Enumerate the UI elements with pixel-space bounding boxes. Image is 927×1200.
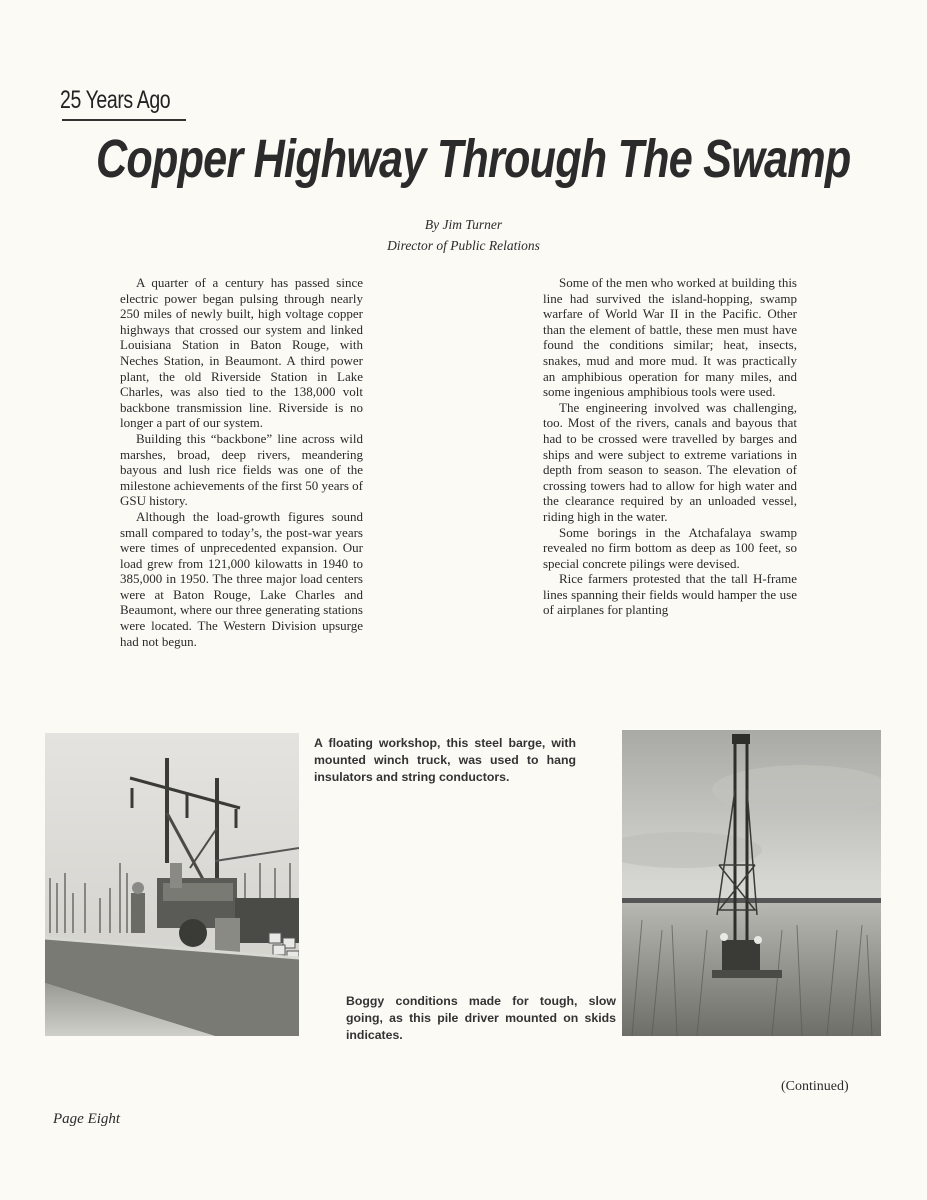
pile-driver-photo bbox=[622, 730, 881, 1036]
paragraph: A quarter of a century has passed since electric power began pulsing through nearly 250 miles of newly built, high voltage copper highways that crossed our system and linked Louisiana Station in Baton Rouge, with Neches Station, in Beaumont. A third power plant, the old Riverside Station in Lake Charles, was also tied to the 138,000 volt backbone transmission line. Riverside is no longer a part of our system. bbox=[120, 275, 363, 431]
kicker-underline bbox=[62, 119, 186, 121]
paragraph: Some borings in the Atchafalaya swamp revealed no firm bottom as deep as 100 feet, so special concrete pilings were devised. bbox=[543, 524, 797, 571]
continued-note: (Continued) bbox=[781, 1079, 849, 1094]
paragraph: Rice farmers protested that the tall H-frame lines spanning their fields would hamper the use of airplanes for planting bbox=[543, 571, 797, 618]
pile-driver-photo-illustration bbox=[622, 730, 881, 1036]
paragraph: The engineering involved was challenging, too. Most of the rivers, canals and bayous that had to be crossed were travelled by barges and ships and were subject to extreme variations in depth from season to season. The elevation of crossing towers had to allow for high water and the clearance required by an unloaded vessel, riding high in the water. bbox=[543, 399, 797, 524]
article-headline: Copper Highway Through The Swamp bbox=[96, 129, 851, 189]
paragraph: Although the load-growth figures sound small compared to today’s, the post-war years were times of unprecedented expansion. Our load grew from 121,000 kilowatts in 1940 to 385,000 in 1950. The three major load centers were at Baton Rouge, Lake Charles and Beaumont, where our three generating stations were located. The Western Division upsurge had not begun. bbox=[120, 508, 363, 649]
pile-driver-photo-caption: Boggy conditions made for tough, slow going, as this pile driver mounted on skids indicates. bbox=[346, 994, 616, 1042]
section-kicker: 25 Years Ago bbox=[60, 86, 171, 114]
barge-photo-illustration bbox=[45, 733, 299, 1036]
barge-photo bbox=[45, 733, 299, 1036]
article-column-right bbox=[543, 275, 797, 618]
barge-photo-caption: A floating workshop, this steel barge, with mounted winch truck, was used to hang insulators and string conductors. bbox=[314, 736, 576, 784]
paragraph: Building this “backbone” line across wild marshes, broad, deep rivers, meandering bayous and lush rice fields was one of the milestone achievements of the first 50 years of GSU history. bbox=[120, 430, 363, 509]
byline-author: By Jim Turner bbox=[424, 217, 503, 232]
byline-title: Director of Public Relations bbox=[387, 238, 540, 253]
byline-block bbox=[0, 214, 927, 256]
article-column-left bbox=[120, 275, 363, 649]
page-number: Page Eight bbox=[53, 1111, 121, 1127]
paragraph: Some of the men who worked at building this line had survived the island-hopping, swamp warfare of World War II in the Pacific. Other than the element of battle, these men must have found the conditions similar; heat, insects, snakes, mud and more mud. It was practically an amphibious operation for many miles, and some ingenious amphibious tools were used. bbox=[543, 275, 797, 400]
